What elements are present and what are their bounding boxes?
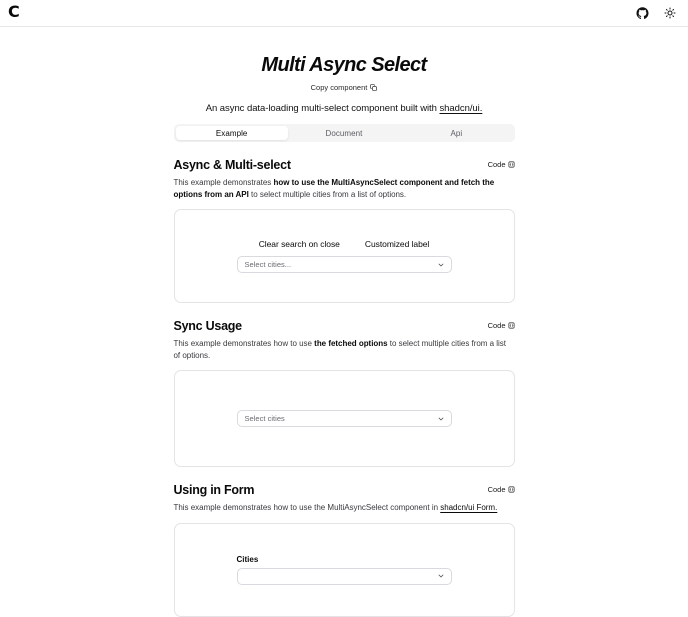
section-using-in-form — [174, 483, 515, 617]
code-icon — [508, 486, 515, 493]
section-async-multi-select — [174, 158, 515, 303]
select-placeholder: Select cities... — [244, 260, 292, 269]
copy-component-label: Copy component — [310, 83, 368, 92]
switch-label-customized-label[interactable]: Customized label — [364, 239, 430, 249]
code-button[interactable] — [488, 319, 515, 330]
subtitle-text: An async data-loading multi-select component built with — [205, 103, 440, 114]
code-button-label: Code — [487, 485, 506, 494]
code-button-label: Code — [487, 321, 506, 330]
shadcn-form-link[interactable]: shadcn/ui Form. — [440, 503, 498, 512]
brand-logo[interactable]: C — [8, 2, 20, 21]
tab-example[interactable]: Example — [176, 126, 288, 140]
chevron-down-icon — [437, 410, 445, 428]
section-header — [174, 319, 515, 334]
multi-select-trigger-form[interactable] — [237, 568, 452, 585]
desc-text-2: to select multiple cities from a list of options. — [173, 339, 506, 360]
top-navbar — [0, 0, 688, 27]
page-title: Multi Async Select — [261, 54, 427, 76]
form-field-cities — [237, 555, 452, 585]
code-button[interactable] — [488, 483, 515, 494]
code-icon — [508, 161, 515, 168]
section-title: Sync Usage — [173, 319, 242, 333]
section-description — [174, 502, 515, 514]
copy-icon — [370, 84, 377, 91]
chevron-down-icon — [437, 567, 445, 585]
tabs-list — [174, 124, 515, 142]
copy-component-button[interactable] — [311, 83, 378, 92]
code-icon — [508, 322, 515, 329]
switch-label-clear-search[interactable]: Clear search on close — [258, 239, 340, 249]
demo-card-async — [174, 209, 515, 303]
section-sync-usage — [174, 319, 515, 467]
hero — [174, 53, 515, 115]
github-icon[interactable] — [635, 6, 650, 21]
section-title: Async & Multi-select — [173, 158, 291, 172]
desc-text-1: This example demonstrates — [173, 178, 274, 187]
content-container — [174, 53, 515, 617]
demo-card-sync — [174, 370, 515, 467]
tab-api[interactable]: Api — [450, 128, 463, 138]
tab-document[interactable]: Document — [325, 128, 363, 138]
page-root — [0, 27, 688, 617]
section-description — [174, 338, 515, 361]
multi-select-trigger-sync[interactable] — [237, 410, 452, 427]
form-label-cities: Cities — [236, 554, 259, 564]
navbar-actions — [635, 6, 677, 21]
sun-icon[interactable] — [662, 6, 677, 21]
section-header — [174, 158, 515, 173]
desc-text-1: This example demonstrates how to use the MultiAsyncSelect component in — [173, 503, 441, 512]
chevron-down-icon — [437, 256, 445, 274]
section-header — [174, 483, 515, 498]
section-description — [174, 177, 515, 200]
code-button-label: Code — [487, 160, 506, 169]
code-button[interactable] — [488, 158, 515, 169]
desc-text-2: to select multiple cities from a list of options. — [248, 189, 407, 199]
switch-row — [259, 239, 430, 249]
page-subtitle — [174, 102, 515, 115]
desc-emphasis: how to use the MultiAsyncSelect component and fetch the options from an API — [173, 178, 495, 199]
multi-select-trigger-async[interactable] — [237, 256, 452, 273]
desc-text-1: This example demonstrates how to use — [173, 339, 315, 348]
section-title: Using in Form — [173, 483, 255, 497]
desc-emphasis: the fetched options — [314, 339, 388, 348]
demo-card-form — [174, 523, 515, 617]
shadcn-ui-link[interactable]: shadcn/ui. — [439, 103, 483, 114]
select-placeholder: Select cities — [244, 414, 285, 423]
